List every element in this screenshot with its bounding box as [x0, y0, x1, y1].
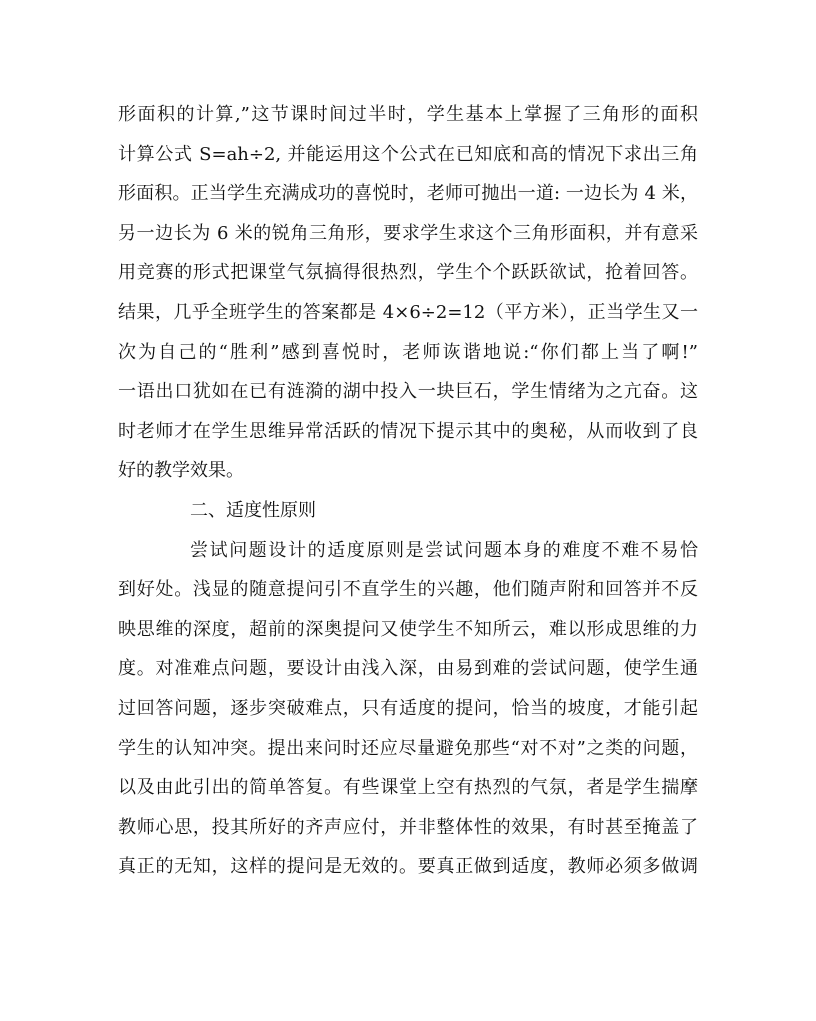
paragraph-line: 度。对准难点问题，要设计由浅入深，由易到难的尝试问题，使学生通 — [118, 658, 698, 679]
section-heading: 二、适度性原则 — [190, 500, 316, 521]
paragraph-line: 真正的无知，这样的提问是无效的。要真正做到适度，教师必须多做调 — [118, 856, 698, 877]
paragraph-line: 用竞赛的形式把课堂气氛搞得很热烈，学生个个跃跃欲试，抢着回答。 — [118, 262, 698, 283]
paragraph-line: 形面积。正当学生充满成功的喜悦时，老师可抛出一道: 一边长为 4 米， — [118, 183, 698, 204]
paragraph-line: 到好处。浅显的随意提问引不直学生的兴趣，他们随声附和回答并不反 — [118, 579, 698, 600]
paragraph-line: 另一边长为 6 米的锐角三角形，要求学生求这个三角形面积，并有意采 — [118, 223, 698, 244]
paragraph-line: 一语出口犹如在已有涟漪的湖中投入一块巨石，学生情绪为之亢奋。这 — [118, 381, 698, 402]
paragraph-line: 以及由此引出的简单答复。有些课堂上空有热烈的气氛，者是学生揣摩 — [118, 777, 698, 798]
paragraph-line: 过回答问题，逐步突破难点，只有适度的提问，恰当的坡度，才能引起 — [118, 698, 698, 719]
paragraph-line: 结果，几乎全班学生的答案都是 4×6÷2=12（平方米），正当学生又一 — [118, 302, 698, 323]
paragraph-line: 尝试问题设计的适度原则是尝试问题本身的难度不难不易恰 — [190, 540, 698, 561]
paragraph-line: 教师心思，投其所好的齐声应付，并非整体性的效果，有时甚至掩盖了 — [118, 817, 698, 838]
paragraph-line: 计算公式 S=ah÷2, 并能运用这个公式在已知底和高的情况下求出三角 — [118, 144, 698, 165]
paragraph-line: 映思维的深度，超前的深奥提问又使学生不知所云，难以形成思维的力 — [118, 619, 698, 640]
paragraph-line: 好的教学效果。 — [118, 460, 244, 481]
paragraph-line: 学生的认知冲突。提出来问时还应尽量避免那些“对不对”之类的问题， — [118, 738, 698, 759]
paragraph-line: 形面积的计算,”这节课时间过半时，学生基本上掌握了三角形的面积 — [118, 104, 698, 125]
paragraph-line: 次为自己的“胜利”感到喜悦时，老师诙谐地说:“你们都上当了啊!” — [118, 342, 698, 363]
paragraph-line: 时老师才在学生思维异常活跃的情况下提示其中的奥秘，从而收到了良 — [118, 421, 698, 442]
